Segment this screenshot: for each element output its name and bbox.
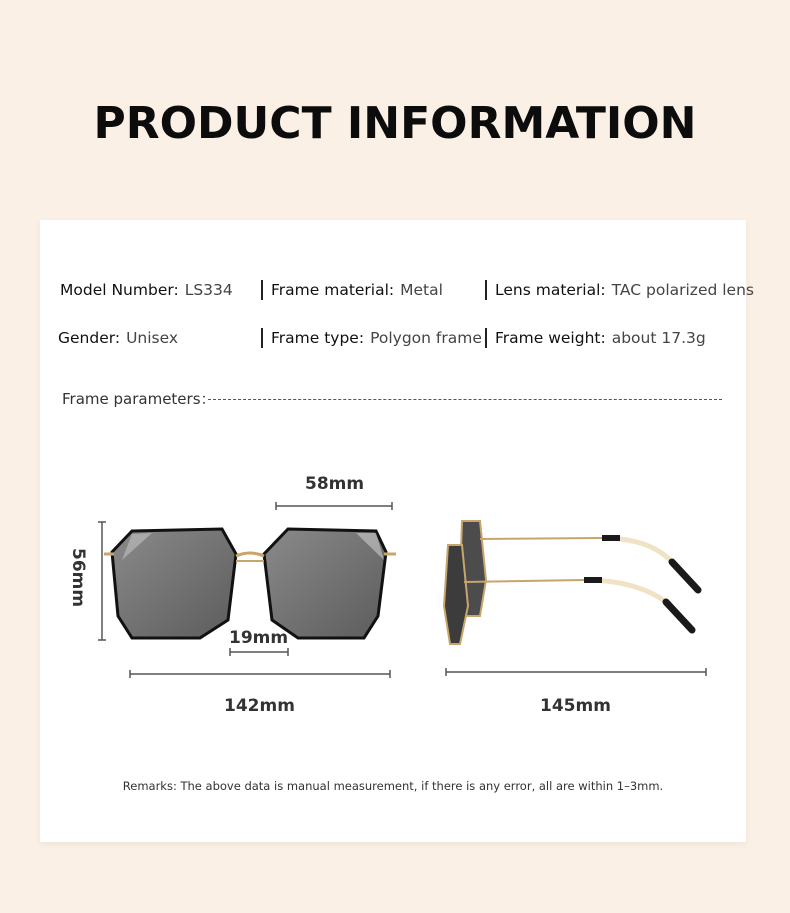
side-lens-back [444,545,468,644]
temple-length-label: 145mm [540,696,611,716]
spec-value: about 17.3g [611,329,706,347]
upper-temple [480,538,602,539]
lens-height-label: 56mm [68,548,88,608]
spec-label: Frame weight: [495,329,606,347]
side-view [444,521,698,644]
right-lens [264,529,386,638]
lower-temple-sleeve [584,580,666,602]
spec-label: Frame material: [271,281,395,299]
upper-temple-sleeve [602,538,672,562]
product-info-card [40,220,754,842]
spec-label: Model Number: [60,281,179,299]
front-view [104,529,396,638]
spec-value: Polygon frame [370,329,482,347]
upper-temple-tip [672,562,698,590]
spec-value: TAC polarized lens [611,281,754,299]
lens-width-label: 58mm [305,474,365,494]
spec-label: Frame type: [271,329,365,347]
frame-parameters-label: Frame parameters： [62,390,216,408]
bridge-label: 19mm [229,628,289,648]
spec-label: Lens material: [495,281,606,299]
bridge [236,553,264,556]
spec-label: Gender: [58,329,121,347]
spec-value: Unisex [126,329,179,347]
frame-width-label: 142mm [224,696,295,716]
spec-value: Metal [400,281,443,299]
page-title: PRODUCT INFORMATION [93,98,697,149]
glasses-diagram [40,220,746,842]
lower-temple-tip [666,602,692,630]
remarks-text: Remarks: The above data is manual measurement, if there is any error, all are within 1–3mm. [122,779,664,793]
spec-value: LS334 [184,281,233,299]
